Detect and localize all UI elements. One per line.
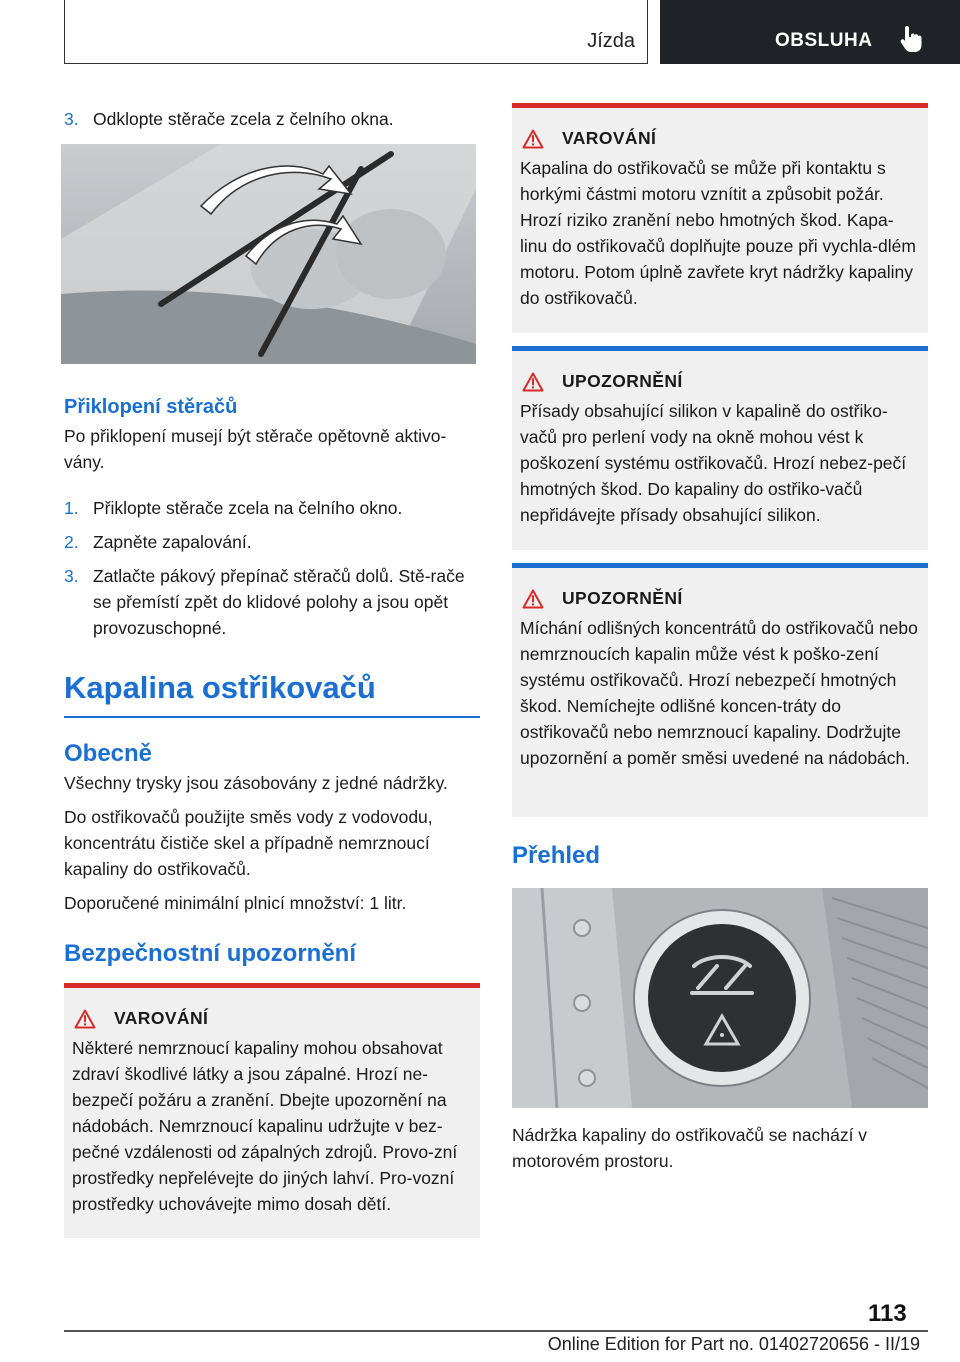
warning-box-antifreeze [64, 983, 480, 1238]
notice-text: Míchání odlišných koncentrátů do ostřikovačů nebo nemrznoucích kapalin může vést k poško-zení systému ostřikovačů. Hrozí nebezpečí hmotných škod. Nemíchejte odlišné koncen-tráty do ostřikovačů nebo nemrznoucí kapaliny. Dodržujte upozornění a poměr směsi uvedené na nádobách. [520, 618, 918, 768]
step-item [64, 495, 480, 521]
general-p2: Do ostřikovačů použijte směs vody z vodovodu, koncentrátu čističe skel a případně nemrznoucí kapaliny do ostřikovačů. [64, 807, 433, 879]
warning-box-fire [512, 103, 928, 333]
header-section-box [64, 0, 648, 64]
notice-header [522, 588, 928, 609]
general-section [64, 740, 480, 916]
chapter-title: OBSLUHA [775, 30, 873, 51]
step-text: Zapněte zapalování. [93, 532, 252, 552]
notice-text: Přísady obsahující silikon v kapalině do ostřiko-vačů pro perlení vody na okně mohou vést k poškození systému ostřikovačů. Hrozí nebez-pečí hmotných škod. Do kapaliny do ostřiko-vačů nepřidávejte přísady obsahující silikon. [520, 401, 907, 525]
step-3-fold-out [64, 106, 480, 132]
step-text: Zatlačte pákový přepínač stěračů dolů. Stě-rače se přemístí zpět do klidové polohy a jsou opět provozuschopné. [93, 566, 465, 638]
notice-triangle-icon [522, 372, 544, 392]
notice-header [522, 371, 928, 392]
safety-heading-block [64, 940, 480, 968]
fold-in-paragraph: Po přiklopení musejí být stěrače opětovně aktivo-vány. [64, 426, 447, 472]
step-number: 3. [64, 566, 79, 586]
washer-reservoir-illustration [512, 888, 928, 1108]
warning-text: Kapalina do ostřikovačů se může při kontaktu s horkými částmi motoru vznítit a způsobit požár. Hrozí riziko zranění nebo hmotných škod. Kapa-linu do ostřikovačů doplňujte pouze při vychla-dlém motoru. Potom úplně zavřete kryt nádržky kapaliny do ostřikovačů. [520, 158, 916, 308]
general-heading: Obecně [64, 740, 153, 767]
step-item [64, 529, 480, 555]
step-text: Přiklopte stěrače zcela na čelního okno. [93, 498, 403, 518]
main-heading: Kapalina ostřikovačů [64, 670, 376, 705]
notice-box-mixing [512, 563, 928, 817]
step-number: 3. [64, 109, 79, 129]
fold-in-section [64, 396, 480, 475]
step-text: Odklopte stěrače zcela z čelního okna. [93, 109, 394, 129]
pointing-hand-icon [898, 24, 924, 54]
safety-heading: Bezpečnostní upozornění [64, 940, 357, 967]
header-chapter-tab [660, 0, 960, 64]
main-heading-block [64, 670, 480, 718]
section-title: Jízda [587, 30, 635, 52]
overview-caption: Nádržka kapaliny do ostřikovačů se nachází v motorovém prostoru. [512, 1125, 868, 1171]
page-number: 113 [868, 1300, 907, 1327]
wiper-fold-illustration [61, 144, 476, 364]
footer-edition: Online Edition for Part no. 01402720656 - II/19 [547, 1334, 920, 1354]
warning-triangle-icon [74, 1009, 96, 1029]
step-number: 2. [64, 532, 79, 552]
general-p1: Všechny trysky jsou zásobovány z jedné nádržky. [64, 773, 448, 793]
warning-text: Některé nemrznoucí kapaliny mohou obsahovat zdraví škodlivé látky a jsou zápalné. Hrozí ne-bezpečí požáru a zranění. Dbejte upozornění na nádobách. Nemrznoucí kapalinu udržujte v bez-pečné vzdálenosti od zápalných zdrojů. Provo-zní prostředky nepřelévejte do jiných lahví. Pro-vozní prostředky uchovávejte mimo dosah dětí. [72, 1038, 458, 1214]
heading-rule [64, 716, 480, 718]
notice-triangle-icon [522, 589, 544, 609]
overview-caption-block [512, 1122, 928, 1174]
fold-in-steps [64, 495, 480, 641]
step-number: 1. [64, 498, 79, 518]
footer-rule [64, 1330, 928, 1332]
general-p3: Doporučené minimální plnicí množství: 1 litr. [64, 893, 407, 913]
overview-heading-block [512, 842, 928, 870]
overview-heading: Přehled [512, 842, 601, 869]
warning-header [522, 128, 928, 149]
warning-title: VAROVÁNÍ [114, 1008, 209, 1028]
notice-box-silicone [512, 346, 928, 550]
notice-title: UPOZORNĚNÍ [562, 588, 683, 608]
step-item [64, 563, 480, 641]
fold-in-heading: Přiklopení stěračů [64, 396, 238, 418]
warning-title: VAROVÁNÍ [562, 128, 657, 148]
warning-header [74, 1008, 480, 1029]
notice-title: UPOZORNĚNÍ [562, 371, 683, 391]
warning-triangle-icon [522, 129, 544, 149]
